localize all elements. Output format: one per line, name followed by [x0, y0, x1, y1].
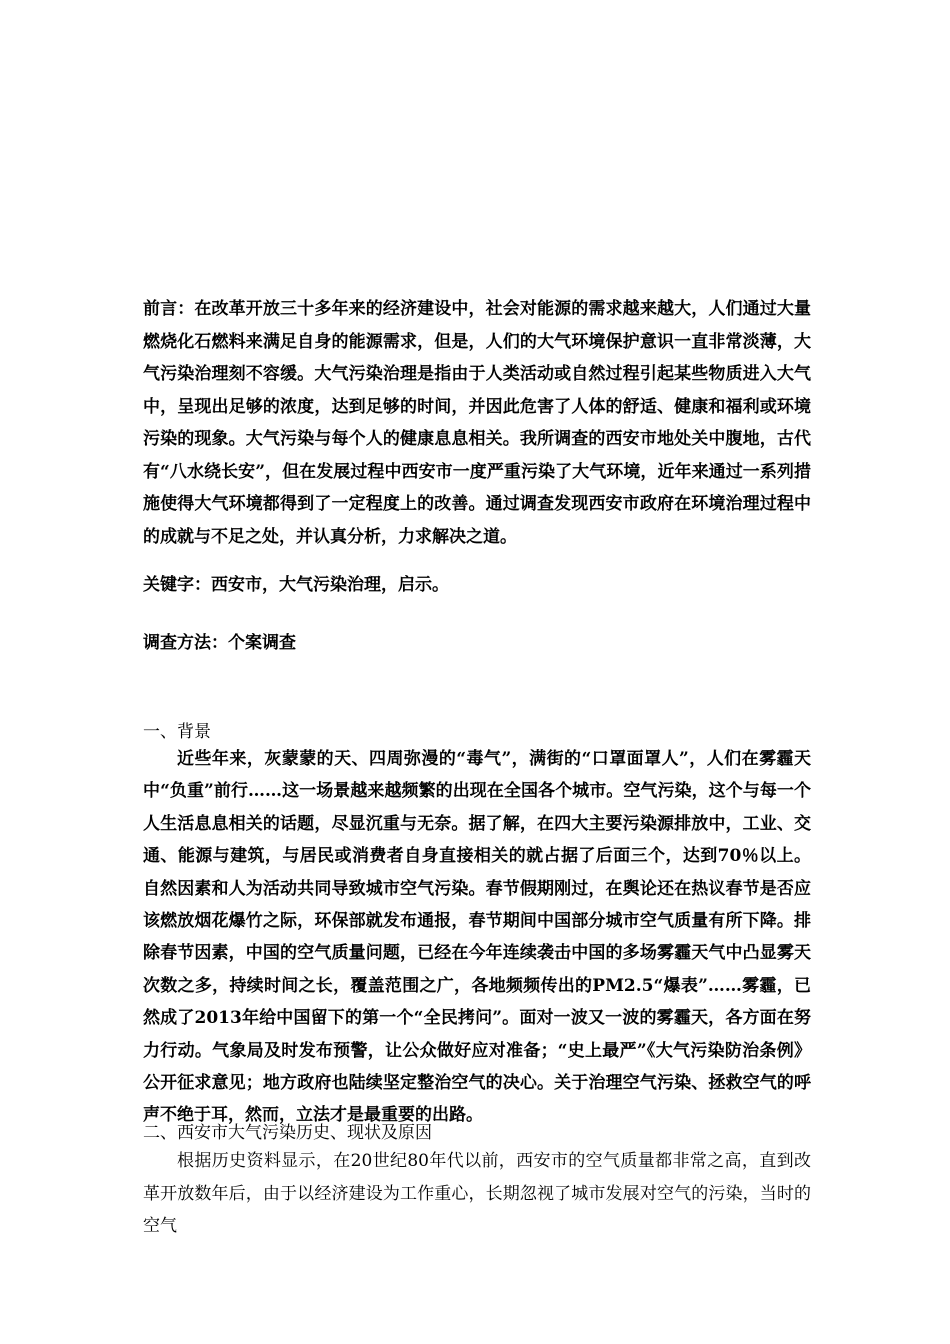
section-heading-history: 二、西安市大气污染历史、现状及原因 — [143, 1123, 432, 1143]
preface-paragraph: 前言：在改革开放三十多年来的经济建设中，社会对能源的需求越来越大，人们通过大量燃烧化石燃料来满足自身的能源需求，但是，人们的大气环境保护意识一直非常淡薄，大气污染治理刻不容缓。大气污染治理是指由于人类活动或自然过程引起某些物质进入大气中，呈现出足够的浓度，达到足够的时间，并因此危害了人体的舒适、健康和福利或环境污染的现象。大气污染与每个人的健康息息相关。我所调查的西安市地处关中腹地，古代有“八水绕长安”，但在发展过程中西安市一度严重污染了大气环境，近年来通过一系列措施使得大气环境都得到了一定程度上的改善。通过调查发现西安市政府在环境治理过程中的成就与不足之处，并认真分析，力求解决之道。 — [143, 299, 811, 547]
history-paragraph: 根据历史资料显示，在20世纪80年代以前，西安市的空气质量都非常之高，直到改革开放数年后，由于以经济建设为工作重心，长期忽视了城市发展对空气的污染，当时的空气 — [143, 1151, 811, 1236]
keywords-line: 关键字：西安市，大气污染治理，启示。 — [143, 575, 449, 595]
section-heading-background: 一、背景 — [143, 722, 211, 742]
background-paragraph: 近些年来，灰蒙蒙的天、四周弥漫的“毒气”，满街的“口罩面罩人”，人们在雾霾天中“负重”前行……这一场景越来越频繁的出现在全国各个城市。空气污染，这个与每一个人生活息息相关的话题，尽显沉重与无奈。据了解，在四大主要污染源排放中，工业、交通、能源与建筑，与居民或消费者自身直接相关的就占据了后面三个，达到70％以上。自然因素和人为活动共同导致城市空气污染。春节假期刚过，在舆论还在热议春节是否应该燃放烟花爆竹之际，环保部就发布通报，春节期间中国部分城市空气质量有所下降。排除春节因素，中国的空气质量问题，已经在今年连续袭击中国的多场雾霾天气中凸显雾天次数之多，持续时间之长，覆盖范围之广，各地频频传出的PM2.5“爆表”……雾霾，已然成了2013年给中国留下的第一个“全民拷问”。面对一波又一波的雾霾天，各方面在努力行动。气象局及时发布预警，让公众做好应对准备；“史上最严”《大气污染防治条例》公开征求意见；地方政府也陆续坚定整治空气的决心。关于治理空气污染、拯救空气的呼声不绝于耳，然而，立法才是最重要的出路。 — [143, 749, 811, 1126]
method-line: 调查方法：个案调查 — [143, 633, 296, 653]
